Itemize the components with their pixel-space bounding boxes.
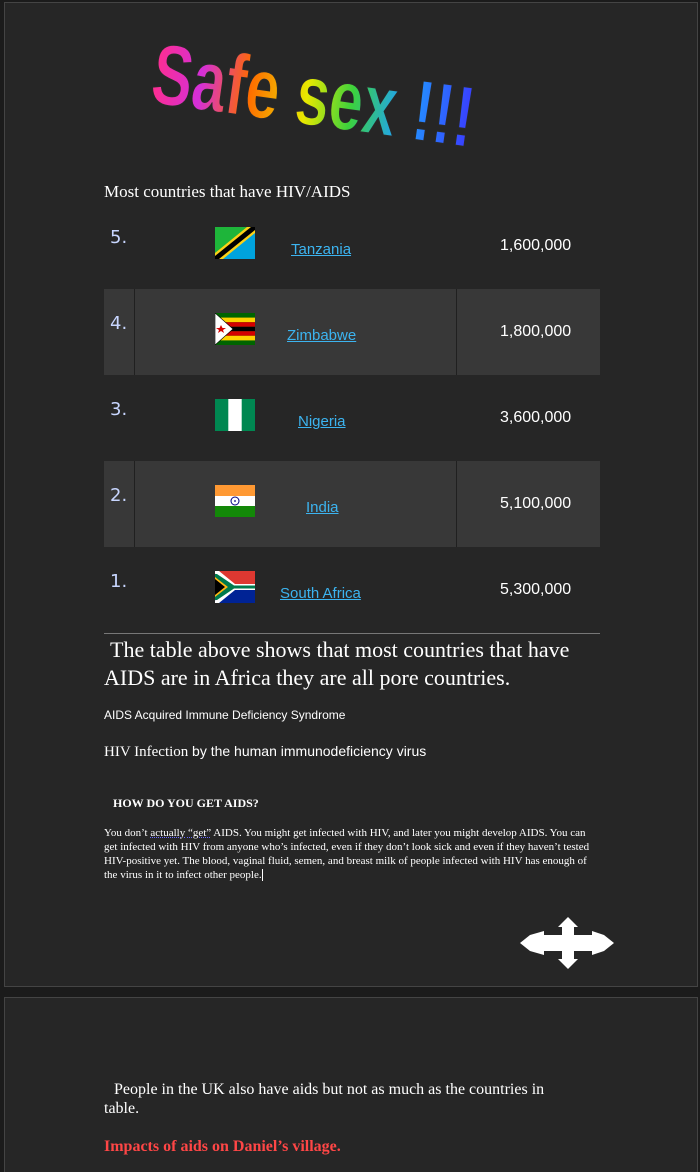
spellcheck-word: “get” <box>187 827 212 839</box>
country-link[interactable]: Zimbabwe <box>287 327 357 344</box>
nigeria-flag-icon <box>215 399 255 431</box>
table-row <box>104 203 600 289</box>
wordart-title <box>100 8 500 178</box>
hiv-definition-text: by the human immunodeficiency virus <box>192 743 427 759</box>
spellcheck-word: actually <box>150 827 186 839</box>
tanzania-flag-icon <box>215 227 255 259</box>
body-text-rest: AIDS. You might get infected with HIV, and later you might develop AIDS. You can get infected with HIV from anyone who’s infected, even if they don’t look sick and even if they haven’t tested HIV-positive yet. The blood, vaginal fluid, semen, and breast milk of people infected with HIV has enough of the virus in it to infect other people. <box>104 827 590 881</box>
table-caption: Most countries that have HIV/AIDS <box>104 182 351 201</box>
hiv-count: 5,300,000 <box>500 581 572 598</box>
hiv-countries-table <box>104 203 600 633</box>
hiv-definition-term: HIV Infection <box>104 744 189 760</box>
rank-label: 4. <box>110 313 128 334</box>
india-flag-icon <box>215 485 255 517</box>
table-row <box>104 461 600 547</box>
table-row <box>104 547 600 633</box>
south-africa-flag-icon <box>215 571 255 603</box>
zimbabwe-flag-icon <box>215 313 255 345</box>
wordart-shadow <box>100 175 304 178</box>
rank-label: 1. <box>110 571 128 592</box>
hiv-count: 1,800,000 <box>500 323 572 340</box>
text-caret <box>262 869 263 881</box>
impacts-heading[interactable]: Impacts of aids on Daniel’s village. <box>104 1138 341 1155</box>
aids-definition[interactable]: AIDS Acquired Immune Deficiency Syndrome <box>104 708 346 722</box>
table-bottom-border <box>104 633 600 634</box>
move-cursor-icon[interactable] <box>516 913 616 973</box>
hiv-definition[interactable] <box>104 743 426 761</box>
rank-label: 3. <box>110 399 128 420</box>
summary-paragraph[interactable]: The table above shows that most countries that have AIDS are in Africa they are all pore countries. <box>104 637 570 690</box>
body-text-start: You don’t <box>104 827 151 839</box>
country-link[interactable]: Nigeria <box>298 413 346 430</box>
hiv-count: 5,100,000 <box>500 495 572 512</box>
uk-paragraph[interactable]: People in the UK also have aids but not as much as the countries in table. <box>104 1081 545 1117</box>
hiv-count: 1,600,000 <box>500 237 572 254</box>
wordart-text: Safe sex !!! <box>146 26 500 178</box>
country-link[interactable]: South Africa <box>280 585 361 602</box>
how-heading[interactable]: HOW DO YOU GET AIDS? <box>113 796 259 810</box>
table-row <box>104 375 600 461</box>
table-row <box>104 289 600 375</box>
how-body-text[interactable] <box>104 826 590 882</box>
rank-label: 5. <box>110 227 128 248</box>
hiv-count: 3,600,000 <box>500 409 572 426</box>
rank-label: 2. <box>110 485 128 506</box>
country-link[interactable]: Tanzania <box>291 241 352 258</box>
country-link[interactable]: India <box>306 499 339 516</box>
